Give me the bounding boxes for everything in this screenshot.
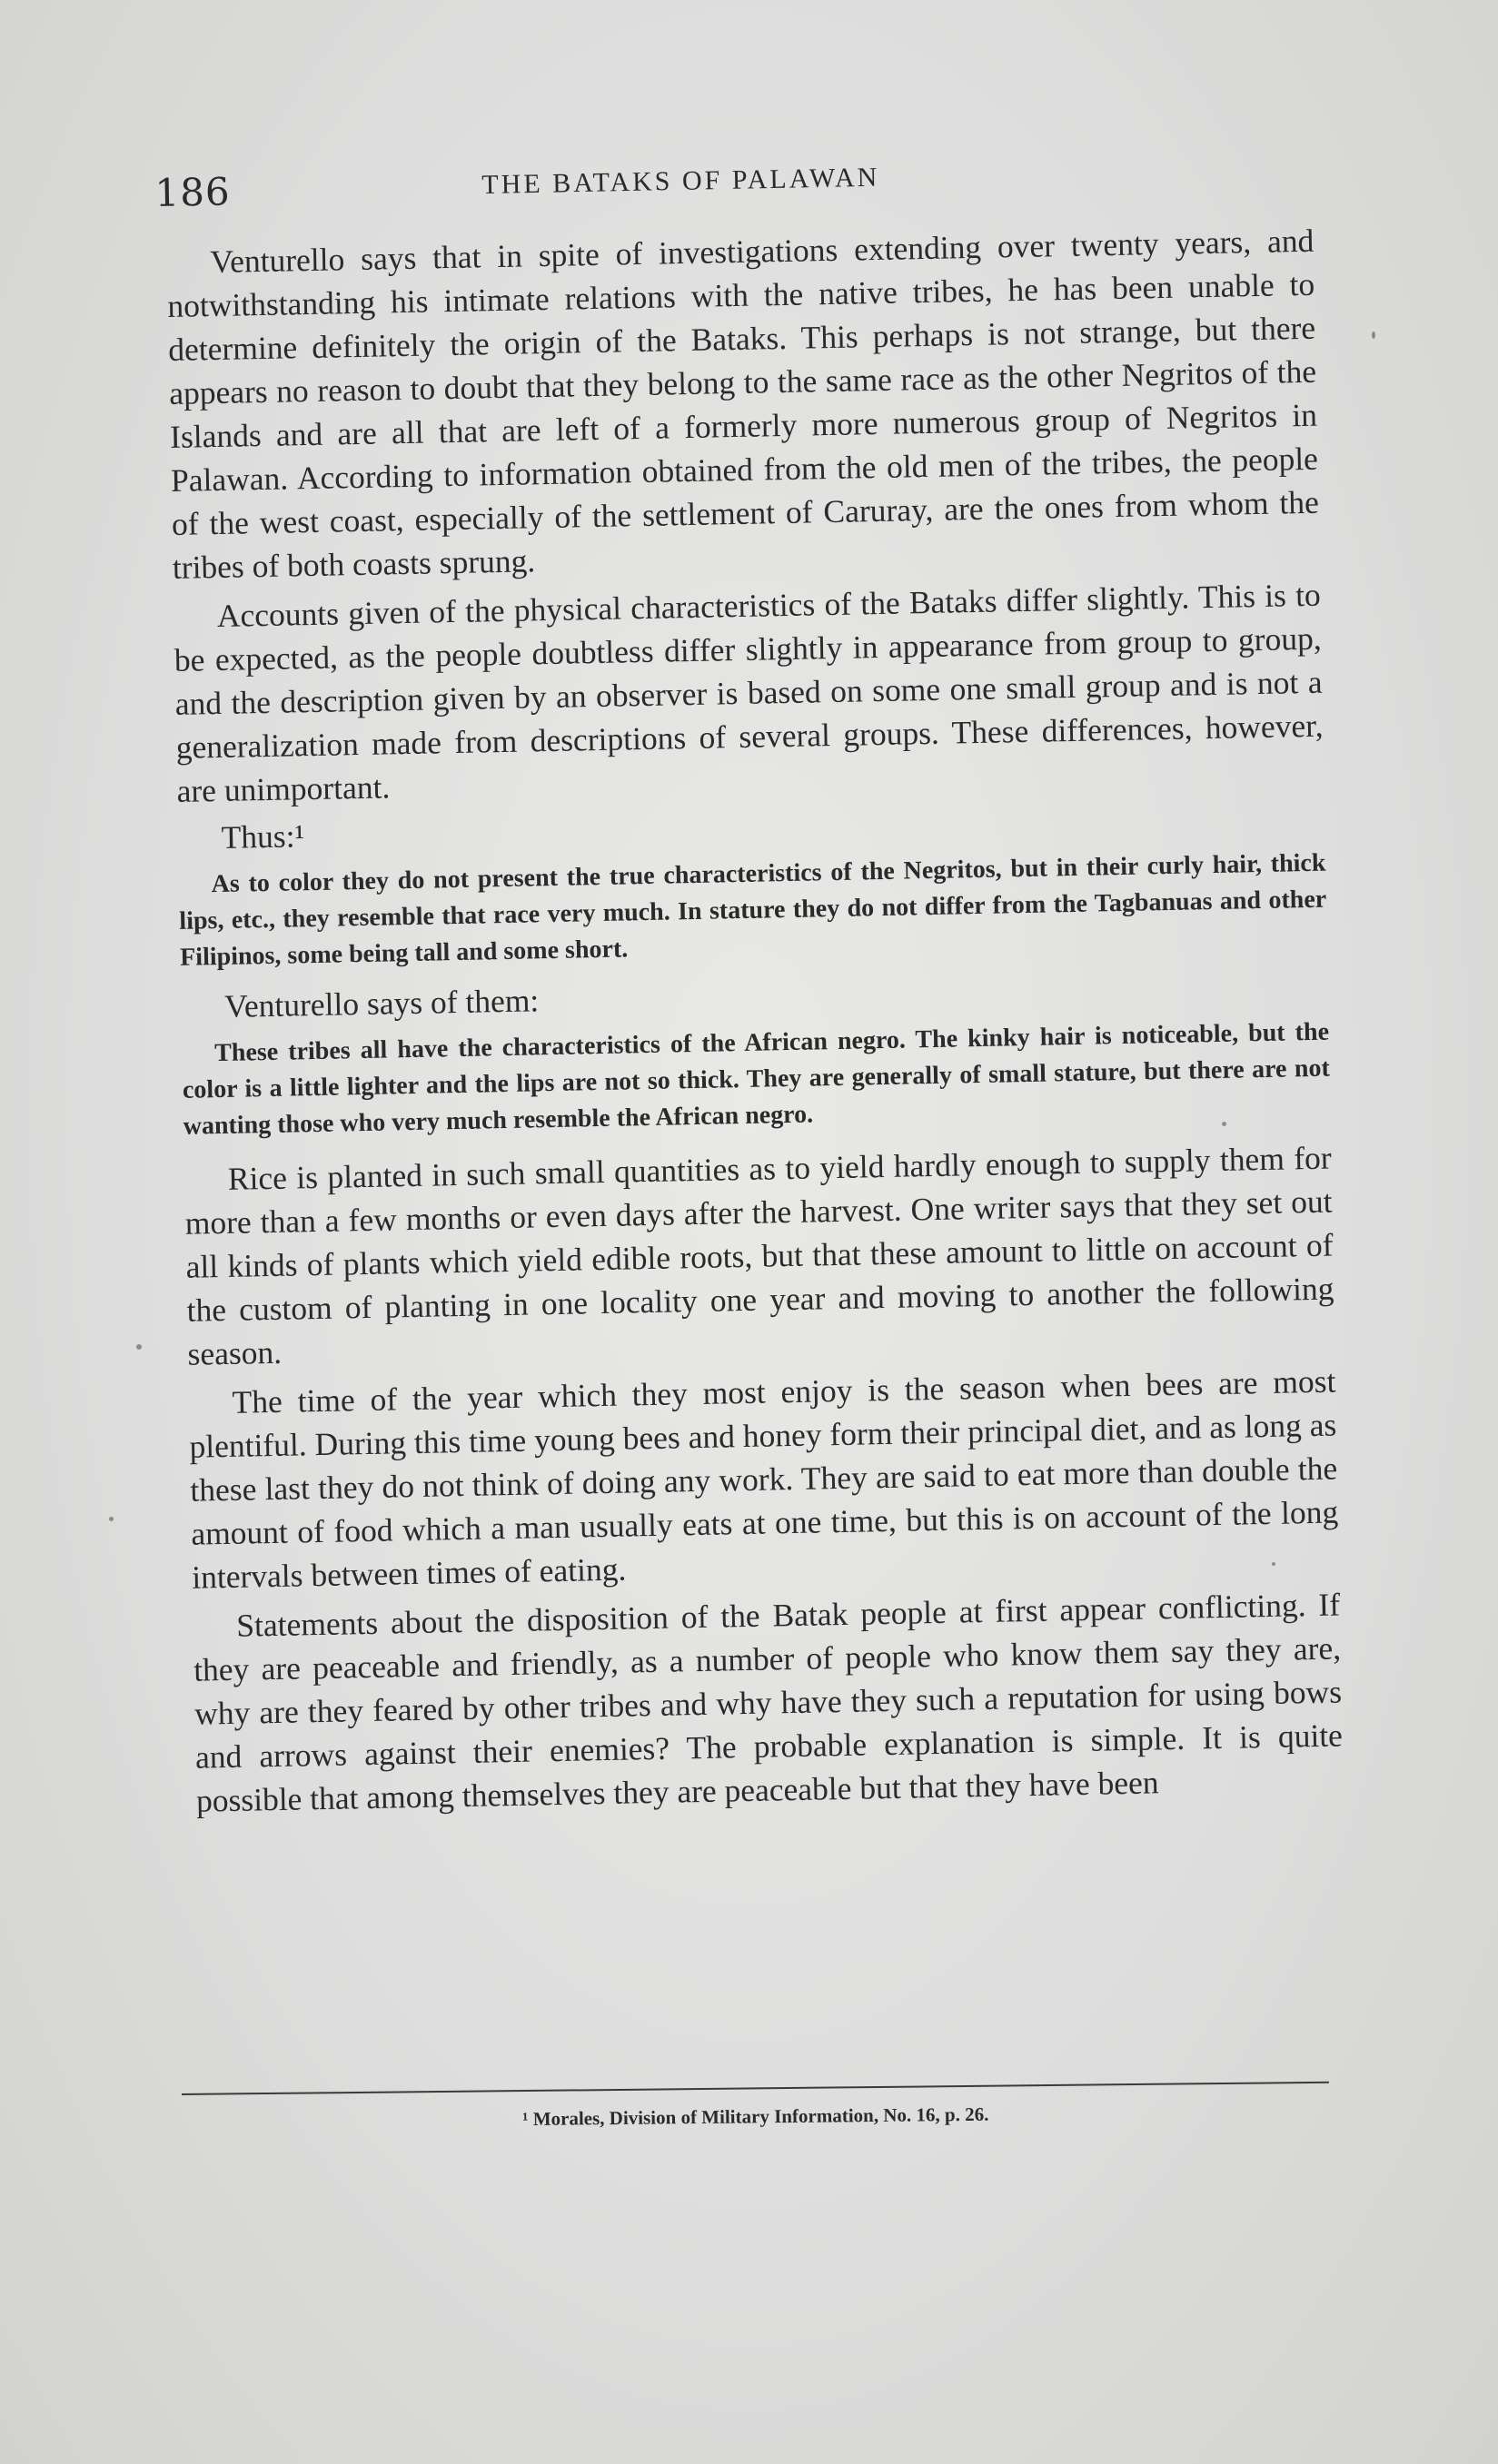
paragraph-physical-characteristics: Accounts given of the physical characteristics of the Bataks differ slightly. This is to be expected, as the people doubtless differ slightly in appearance from group to group, and the description given by an observer is based on some one small group and is not a generalization made from descriptions of several groups. These differences, however, are unimportant. xyxy=(174,576,1324,809)
page-body xyxy=(166,219,1344,1823)
footnote-rule xyxy=(182,2082,1329,2095)
scan-speck xyxy=(136,1344,142,1350)
page-header xyxy=(154,148,1354,225)
paragraph-disposition: Statements about the disposition of the Batak people at first appear conflicting. If they are peaceable and friendly, as a number of people who know them say they are, why are they feared by other tribes and why have they such a reputation for using bows and arrows against their enemies? The probable explanation is simple. It is quite possible that among themselves they are peaceable but that they have been xyxy=(193,1586,1344,1819)
running-head: THE BATAKS OF PALAWAN xyxy=(481,162,880,201)
paragraph-rice: Rice is planted in such small quantities as to yield hardly enough to supply them for more than a few months or even days after the harvest. One writer says that they set out all kinds of plants which yield edible roots, but that these amount to little on account of the custom of planting in one locality one year and moving to another the following season. xyxy=(184,1139,1334,1372)
quote-lead-thus: Thus:¹ xyxy=(221,817,305,856)
block-quote-venturello: These tribes all have the characteristics of the African negro. The kinky hair is noticeable, but the color is a little lighter and the lips are not so thick. They are generally of small stature, but there are not wanting those who very much resemble the African negro. xyxy=(182,1017,1331,1141)
scan-speck xyxy=(1272,1562,1275,1566)
page-number: 186 xyxy=(154,169,232,215)
footnote-area xyxy=(182,2082,1329,2134)
paragraph-bees: The time of the year which they most enjoy is the season when bees are most plentiful. During this time young bees and honey form their principal diet, and as long as these last they do not think of doing any work. They are said to eat more than double the amount of food which a man usually eats at one time, but this is on account of the long intervals between times of eating. xyxy=(189,1362,1339,1596)
footnote: ¹ Morales, Division of Military Information, No. 16, p. 26. xyxy=(522,2103,989,2131)
scan-speck xyxy=(1372,332,1375,339)
scan-speck xyxy=(109,1517,114,1521)
quote-lead-venturello: Venturello says of them: xyxy=(223,982,540,1024)
paragraph-origin: Venturello says that in spite of investigations extending over twenty years, and notwithstanding his intimate relations with the native tribes, he has been unable to determine definitely the origin of the Bataks. This perhaps is not strange, but there appears no reason to doubt that they belong to the same race as the other Negritos of the Islands and are all that are left of a formerly more numerous group of Negritos in Palawan. According to information obtained from the old men of the tribes, the people of the west coast, especially of the settlement of Caruray, are the ones from whom the tribes of both coasts sprung. xyxy=(166,222,1320,586)
scan-speck xyxy=(1222,1122,1226,1126)
block-quote-morales: As to color they do not present the true characteristics of the Negritos, but in their curly hair, thick lips, etc., they resemble that race very much. In stature they do not differ from the Tagbanuas and other Filipinos, some being tall and some short. xyxy=(179,848,1327,972)
